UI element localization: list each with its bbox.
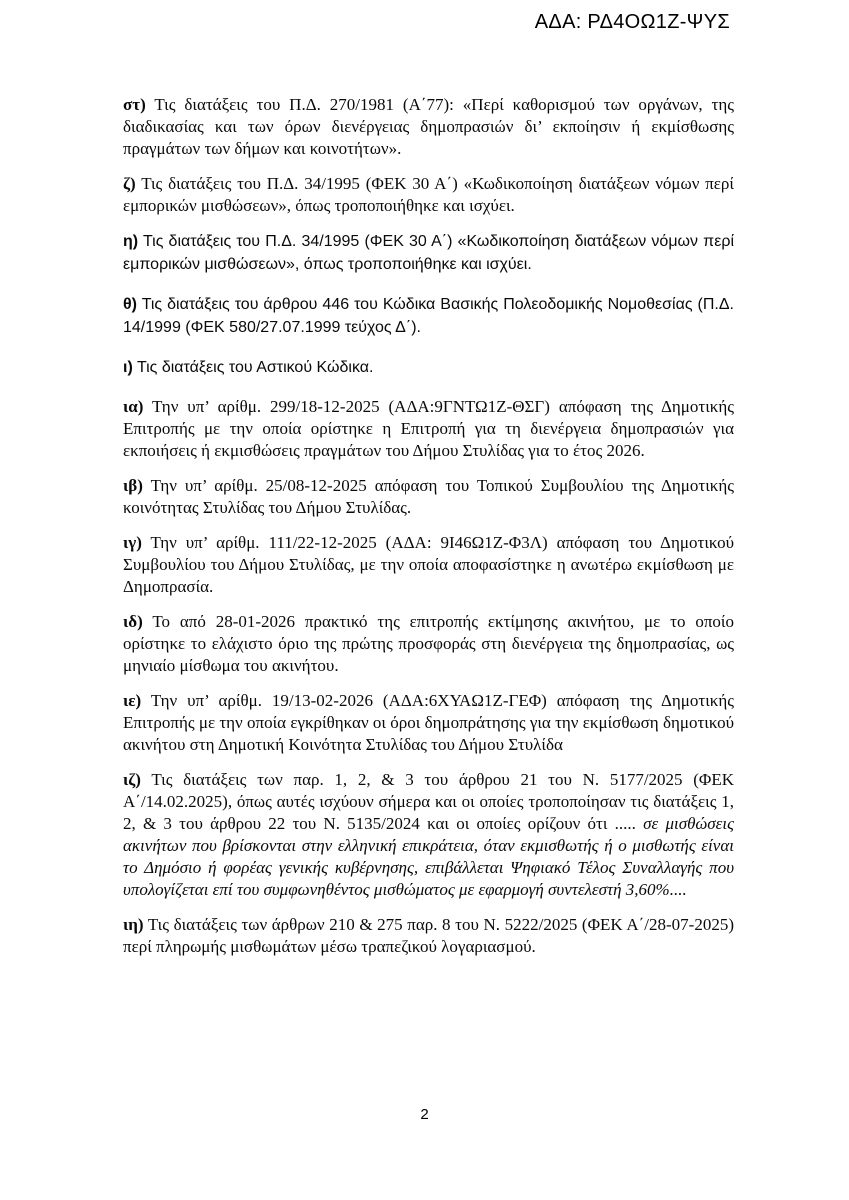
- paragraph-st: [123, 94, 734, 160]
- paragraph-ig: [123, 532, 734, 598]
- paragraph-st-label: στ): [123, 95, 146, 114]
- paragraph-iota-label: ι): [123, 359, 133, 376]
- paragraph-iota-text: Τις διατάξεις του Αστικού Κώδικα.: [136, 359, 374, 376]
- paragraph-ib-label: ιβ): [123, 476, 143, 495]
- paragraph-ie-text: Την υπ’ αρίθμ. 19/13-02-2026 (ΑΔΑ:6ΧΥΑΩ1Ζ-ΓΕΦ) απόφαση της Δημοτικής Επιτροπής με την οποία εγκρίθηκαν οι όροι δημοπράτησης για την εκμίσθωση δημοτικού ακινήτου στη Δημοτική Κοινότητα Στυλίδας του Δήμου Στυλίδα: [123, 691, 734, 754]
- ada-code-header: ΑΔΑ: ΡΔ4ΟΩ1Ζ-ΨΥΣ: [534, 11, 730, 33]
- paragraph-ie: [123, 690, 734, 756]
- paragraph-ia-text: Την υπ’ αρίθμ. 299/18-12-2025 (ΑΔΑ:9ΓΝΤΩ1Ζ-ΘΣΓ) απόφαση της Δημοτικής Επιτροπής με την οποία ορίστηκε η Επιτροπή για τη διενέργεια δημοπρασιών για εκποιήσεις ή εκμισθώσεις πραγμάτων του Δήμου Στυλίδας για το έτος 2026.: [123, 397, 734, 460]
- paragraph-ib-text: Την υπ’ αρίθμ. 25/08-12-2025 απόφαση του Τοπικού Συμβουλίου της Δημοτικής κοινότητας Στυλίδας του Δήμου Στυλίδας.: [123, 476, 734, 517]
- paragraph-zeta: [123, 173, 734, 217]
- paragraph-iota: [123, 356, 734, 379]
- paragraph-st-text: Τις διατάξεις του Π.Δ. 270/1981 (Α΄77): «Περί καθορισμού των οργάνων, της διαδικασίας και των όρων διενέργειας δημοπρασιών δι’ εκποίησιν ή εκμίσθωσης πραγμάτων των δήμων και κοινοτήτων».: [123, 95, 734, 158]
- paragraph-ia: [123, 396, 734, 462]
- paragraph-ig-text: Την υπ’ αρίθμ. 111/22-12-2025 (ΑΔΑ: 9Ι46Ω1Ζ-Φ3Λ) απόφαση του Δημοτικού Συμβουλίου του Δήμου Στυλίδας, με την οποία αποφασίστηκε η ανωτέρω εκμίσθωση με Δημοπρασία.: [123, 533, 734, 596]
- paragraph-zeta-text: Τις διατάξεις του Π.Δ. 34/1995 (ΦΕΚ 30 Α΄) «Κωδικοποίηση διατάξεων νόμων περί εμπορικών μισθώσεων», όπως τροποποιήθηκε και ισχύει.: [123, 174, 734, 215]
- paragraph-ie-label: ιε): [123, 691, 142, 710]
- paragraph-eta: [123, 230, 734, 276]
- paragraph-ih: [123, 914, 734, 958]
- paragraph-ih-text: Τις διατάξεις των άρθρων 210 & 275 παρ. 8 του Ν. 5222/2025 (ΦΕΚ Α΄/28-07-2025) περί πληρωμής μισθωμάτων μέσω τραπεζικού λογαριασμού.: [123, 915, 734, 956]
- paragraph-iz-text: Τις διατάξεις των παρ. 1, 2, & 3 του άρθρου 21 του Ν. 5177/2025 (ΦΕΚ Α΄/14.02.2025), όπως αυτές ισχύουν σήμερα και οι οποίες τροποποίησαν τις διατάξεις 1, 2, & 3 του άρθρου 22 του Ν. 5135/2024 και οι οποίες ορίζουν ότι .....: [123, 770, 734, 833]
- document-body: [123, 94, 734, 971]
- paragraph-theta-label: θ): [123, 296, 137, 313]
- paragraph-theta: [123, 293, 734, 339]
- paragraph-ig-label: ιγ): [123, 533, 142, 552]
- paragraph-ih-label: ιη): [123, 915, 144, 934]
- paragraph-theta-text: Τις διατάξεις του άρθρου 446 του Κώδικα Βασικής Πολεοδομικής Νομοθεσίας (Π.Δ. 14/1999 (ΦΕΚ 580/27.07.1999 τεύχος Δ΄).: [123, 296, 735, 336]
- paragraph-eta-label: η): [123, 233, 139, 250]
- paragraph-ib: [123, 475, 734, 519]
- paragraph-ia-label: ια): [123, 397, 144, 416]
- paragraph-iz: [123, 769, 734, 901]
- page-number: 2: [420, 1106, 429, 1123]
- paragraph-iz-label: ιζ): [123, 770, 141, 789]
- paragraph-id: [123, 611, 734, 677]
- paragraph-zeta-label: ζ): [123, 174, 136, 193]
- paragraph-iz-quote-italic: σε μισθώσεις ακινήτων που βρίσκονται στην ελληνική επικράτεια, όταν εκμισθωτής ή ο μισθωτής είναι το Δημόσιο ή φορέας γενικής κυβέρνησης, επιβάλλεται Ψηφιακό Τέλος Συναλλαγής που υπολογίζεται επί του συμφωνηθέντος μισθώματος με εφαρμογή συντελεστή 3,60%....: [123, 814, 734, 899]
- paragraph-id-text: Το από 28-01-2026 πρακτικό της επιτροπής εκτίμησης ακινήτου, με το οποίο ορίστηκε το ελάχιστο όριο της πρώτης προσφοράς στη διενέργεια της δημοπρασίας, ως μηνιαίο μίσθωμα του ακινήτου.: [123, 612, 734, 675]
- paragraph-id-label: ιδ): [123, 612, 143, 631]
- paragraph-eta-text: Τις διατάξεις του Π.Δ. 34/1995 (ΦΕΚ 30 Α΄) «Κωδικοποίηση διατάξεων νόμων περί εμπορικών μισθώσεων», όπως τροποποιήθηκε και ισχύει.: [123, 233, 735, 273]
